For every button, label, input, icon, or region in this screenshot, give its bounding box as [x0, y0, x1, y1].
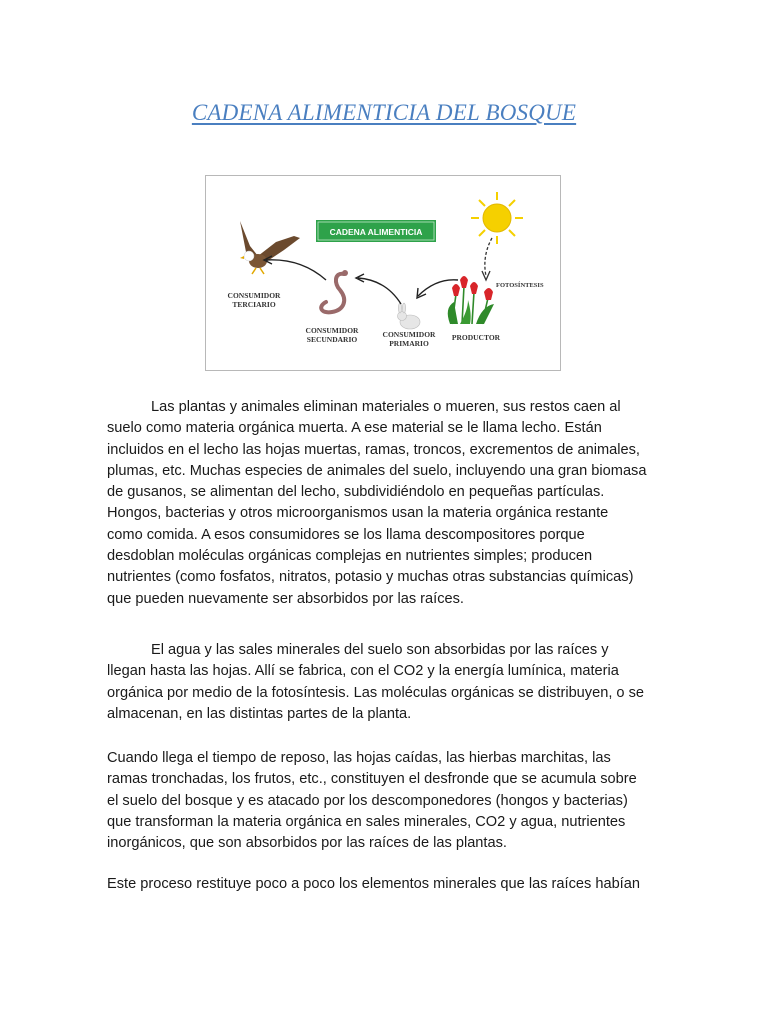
paragraph-2: El agua y las sales minerales del suelo son absorbidas por las raíces y llegan hasta las hojas. Allí se fabrica, con el CO2 y la energía lumínica, materia orgánica por medio de la fotosíntesis. Las moléculas orgánicas se distribuyen, o se almacenan, en las distintas partes de la planta. [107, 642, 645, 722]
paragraph-4: Este proceso restituye poco a poco los elementos minerales que las raíces habían [107, 876, 640, 892]
label-consumidor-terciario-2: TERCIARIO [232, 300, 276, 309]
label-fotosintesis: FOTOSÍNTESIS [496, 282, 544, 289]
food-chain-diagram [206, 176, 562, 372]
label-consumidor-terciario-1: CONSUMIDOR [227, 291, 281, 300]
food-chain-figure [205, 175, 561, 371]
sun-icon [471, 192, 523, 244]
rabbit-icon [398, 303, 421, 329]
label-consumidor-primario-2: PRIMARIO [389, 339, 429, 348]
paragraph-3: Cuando llega el tiempo de reposo, las hojas caídas, las hierbas marchitas, las ramas tronchadas, los frutos, etc., constituyen el desfronde que se acumula sobre el suelo del bosque y es atacado por los descomponedores (hongos y bacterias) que transforman la materia orgánica en sales minerales, CO2 y agua, nutrientes inorgánicos, que son absorbidos por las raíces de las plantas. [107, 750, 637, 852]
label-consumidor-secundario-2: SECUNDARIO [306, 335, 358, 344]
eagle-icon [240, 221, 300, 274]
chain-arrows [264, 256, 458, 304]
flowers-icon [448, 276, 494, 324]
label-consumidor-secundario-1: CONSUMIDOR [305, 326, 359, 335]
document-title: CADENA ALIMENTICIA DEL BOSQUE [191, 100, 577, 125]
snake-icon [321, 270, 348, 312]
photosynthesis-arrow [485, 238, 492, 276]
label-productor: PRODUCTOR [451, 333, 501, 342]
label-consumidor-primario-1: CONSUMIDOR [382, 330, 436, 339]
banner-label: CADENA ALIMENTICIA [329, 227, 423, 237]
paragraph-1: Las plantas y animales eliminan materiales o mueren, sus restos caen al suelo como materia orgánica muerta. A ese material se le llama lecho. Están incluidos en el lecho las hojas muertas, ramas, troncos, excrementos de animales, plumas, etc. Muchas especies de animales del suelo, incluyendo una gran biomasa de gusanos, se alimentan del lecho, subdividiéndolo en pequeñas partículas. Hongos, bacterias y otros microorganismos usan la materia orgánica restante como comida. A esos consumidores se los llama descompositores porque desdoblan moléculas orgánicas complejas en nutrientes simples; producen nutrientes (como fosfatos, nitratos, potasio y muchas otras substancias químicas) que pueden nuevamente ser absorbidos por las raíces. [107, 399, 647, 607]
